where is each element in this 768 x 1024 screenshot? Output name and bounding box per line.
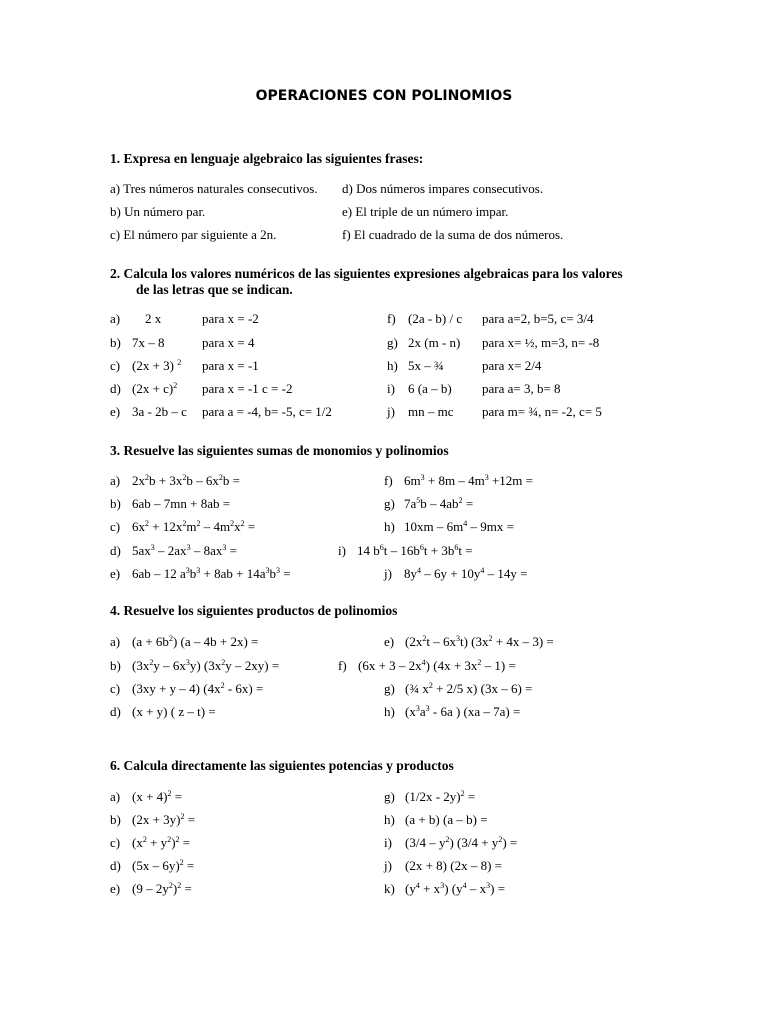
s2-exercise	[110, 381, 410, 397]
exercise-condition: para a= 3, b= 8	[482, 381, 561, 396]
s2-exercise	[110, 335, 410, 351]
exercise-expression: $(a + 6b^2)$ (a – 4b + 2x) =	[132, 634, 259, 649]
exercise-label: b)	[110, 496, 121, 511]
exercise-expression: (2a - b) / c	[408, 311, 463, 326]
s6-exercise	[384, 789, 684, 805]
section-3-heading: 3. Resuelve las siguientes sumas de monomios y polinomios	[110, 443, 449, 458]
exercise-expression: $(2x^2t - 6x^3t) (3x^2 + 4x - 3)$ =	[405, 634, 554, 649]
exercise-expression: $(2x + c)^2$	[132, 381, 178, 396]
s2-exercise	[110, 358, 410, 374]
s3-exercise	[110, 566, 410, 582]
exercise-condition: para x= ½, m=3, n= -8	[482, 335, 600, 350]
exercise-label: e)	[110, 881, 121, 896]
s1-item: f) El cuadrado de la suma de dos números.	[342, 227, 564, 242]
s2-exercise	[387, 311, 687, 327]
exercise-label: c)	[110, 358, 121, 373]
exercise-label: c)	[110, 835, 121, 850]
exercise-condition: para x = -1 c = -2	[202, 381, 293, 396]
exercise-label: j)	[384, 858, 392, 873]
exercise-expression: 6ab – 12 $a^3b^3 + 8ab + 14a^3b^3$ =	[132, 566, 291, 581]
exercise-label: d)	[110, 858, 121, 873]
exercise-expression: $(9 - 2y^2)^2$ =	[132, 881, 192, 896]
exercise-expression: $8y^4 - 6y + 10y^4 - 14y$ =	[404, 566, 528, 581]
exercise-label: d)	[110, 704, 121, 719]
s2-exercise	[387, 404, 687, 420]
exercise-label: i)	[387, 381, 395, 396]
exercise-condition: para x = -1	[202, 358, 259, 373]
page-title: OPERACIONES CON POLINOMIOS	[255, 88, 513, 104]
s2-exercise	[387, 358, 687, 374]
exercise-label: f)	[384, 473, 393, 488]
exercise-expression: $7a^5b - 4ab^2$ =	[404, 496, 474, 511]
exercise-expression: $(y^4 + x^3)$ $(y^4 - x^3)$ =	[405, 881, 506, 896]
exercise-expression: (a + b) (a – b) =	[405, 812, 488, 827]
s4-exercise	[110, 634, 410, 650]
exercise-expression: 2 x	[145, 311, 162, 326]
s6-exercise	[384, 835, 684, 851]
s3-exercise	[384, 496, 684, 512]
s4-exercise	[384, 634, 684, 650]
exercise-label: b)	[110, 812, 121, 827]
exercise-expression: $6x^2 + 12x^2m^2 - 4m^2x^2$ =	[132, 519, 256, 534]
s2-exercise	[387, 381, 687, 397]
s3-exercise	[338, 543, 638, 559]
exercise-expression: $(3/4 - y^2)$ $(3/4 + y^2)$ =	[405, 835, 518, 850]
s6-exercise	[384, 858, 684, 874]
exercise-expression: (x + y) ( z – t) =	[132, 704, 216, 719]
section-6-heading: 6. Calcula directamente las siguientes potencias y productos	[110, 758, 454, 773]
exercise-label: e)	[384, 634, 395, 649]
s1-item: c) El número par siguiente a 2n.	[110, 227, 277, 242]
exercise-label: f)	[338, 658, 347, 673]
exercise-label: k)	[384, 881, 395, 896]
exercise-label: g)	[384, 789, 395, 804]
exercise-expression: $6m^3 + 8m - 4m^3 +12m$ =	[404, 473, 533, 488]
exercise-condition: para a=2, b=5, c= 3/4	[482, 311, 594, 326]
exercise-label: h)	[384, 812, 395, 827]
exercise-label: f)	[387, 311, 396, 326]
exercise-label: b)	[110, 335, 121, 350]
s4-exercise	[110, 681, 410, 697]
s2-exercise	[110, 311, 410, 327]
s6-exercise	[110, 789, 410, 805]
section-1-heading: 1. Expresa en lenguaje algebraico las siguientes frases:	[110, 151, 424, 166]
exercise-expression: $(x + 4)^2$ =	[132, 789, 183, 804]
exercise-condition: para a = -4, b= -5, c= 1/2	[202, 404, 332, 419]
exercise-expression: $10xm - 6m^4 - 9mx$ =	[404, 519, 514, 534]
s3-exercise	[384, 473, 684, 489]
exercise-label: g)	[384, 496, 395, 511]
exercise-label: i)	[338, 543, 346, 558]
exercise-expression: (¾ $x^2 + 2/5$ x) (3x – 6) =	[405, 681, 533, 696]
exercise-expression: $5ax^3 - 2ax^3 - 8ax^3$ =	[132, 543, 237, 558]
exercise-expression: $2x^2b + 3x^2b - 6x^2b$ =	[132, 473, 240, 488]
exercise-expression: $(6x + 3 - 2x^4)$ $(4x + 3x^2 - 1)$ =	[358, 658, 516, 673]
exercise-expression: (2x + 3) $^2$	[132, 358, 182, 373]
exercise-label: g)	[384, 681, 395, 696]
section-2-heading-line-1: 2. Calcula los valores numéricos de las siguientes expresiones algebraicas para los valores	[110, 266, 623, 281]
exercise-expression: 7x – 8	[132, 335, 165, 350]
section-2-heading	[110, 266, 623, 298]
exercise-label: a)	[110, 473, 121, 488]
exercise-label: d)	[110, 381, 121, 396]
exercise-label: i)	[384, 835, 392, 850]
exercise-condition: para x = -2	[202, 311, 259, 326]
exercise-expression: ($x^3a^3 - 6a$ ) (xa – 7a) =	[405, 704, 521, 719]
exercise-label: a)	[110, 789, 121, 804]
s6-exercise	[110, 881, 410, 897]
exercise-label: c)	[110, 681, 121, 696]
exercise-expression: (1/2x - 2y)$^2$ =	[405, 789, 476, 804]
section-2-heading-line-2: de las letras que se indican.	[136, 282, 293, 297]
s6-exercise	[110, 858, 410, 874]
s6-exercise	[384, 812, 684, 828]
s3-exercise	[384, 566, 684, 582]
exercise-expression: (2x + 8) (2x – 8) =	[405, 858, 502, 873]
s6-exercise	[384, 881, 684, 897]
exercise-label: j)	[384, 566, 392, 581]
exercise-condition: para x = 4	[202, 335, 255, 350]
exercise-label: h)	[384, 704, 395, 719]
exercise-label: c)	[110, 519, 121, 534]
exercise-expression: (5x – 6y)$^2$ =	[132, 858, 195, 873]
s1-item: b) Un número par.	[110, 204, 206, 219]
exercise-expression: (3xy + y – 4) $(4x^2 - 6x)$ =	[132, 681, 264, 696]
exercise-expression: 6ab – 7mn + 8ab =	[132, 496, 231, 511]
exercise-label: b)	[110, 658, 121, 673]
exercise-expression: mn – mc	[408, 404, 454, 419]
s4-exercise	[384, 681, 684, 697]
exercise-expression: 6 (a – b)	[408, 381, 452, 396]
exercise-expression: 14 $b^6t - 16b^6t + 3b^6t$ =	[357, 543, 473, 558]
s3-exercise	[110, 496, 410, 512]
s3-exercise	[110, 473, 410, 489]
exercise-label: j)	[387, 404, 395, 419]
s4-exercise	[384, 704, 684, 720]
exercise-label: a)	[110, 634, 121, 649]
exercise-expression: 3a - 2b – c	[132, 404, 187, 419]
s3-exercise	[110, 519, 410, 535]
exercise-expression: $(2x + 3y)^2$ =	[132, 812, 196, 827]
exercise-condition: para x= 2/4	[482, 358, 542, 373]
exercise-label: a)	[110, 311, 121, 326]
s2-exercise	[387, 335, 687, 351]
s6-exercise	[110, 835, 410, 851]
s1-item: e) El triple de un número impar.	[342, 204, 509, 219]
exercise-label: d)	[110, 543, 121, 558]
s3-exercise	[384, 519, 684, 535]
exercise-label: e)	[110, 566, 121, 581]
exercise-expression: $(x^2 + y^2)^2$ =	[132, 835, 191, 850]
exercise-condition: para m= ¾, n= -2, c= 5	[482, 404, 602, 419]
s1-item: a) Tres números naturales consecutivos.	[110, 181, 318, 196]
exercise-label: e)	[110, 404, 121, 419]
s4-exercise	[110, 704, 410, 720]
section-4-heading: 4. Resuelve los siguientes productos de polinomios	[110, 603, 398, 618]
s6-exercise	[110, 812, 410, 828]
s2-exercise	[110, 404, 410, 420]
exercise-expression: 2x (m - n)	[408, 335, 461, 350]
exercise-expression: 5x – ¾	[408, 358, 444, 373]
exercise-expression: $(3x^2y - 6x^3y)$ $(3x^2y - 2xy)$ =	[132, 658, 280, 673]
exercise-label: g)	[387, 335, 398, 350]
s4-exercise	[338, 658, 638, 674]
exercise-label: h)	[387, 358, 398, 373]
exercise-label: h)	[384, 519, 395, 534]
s1-item: d) Dos números impares consecutivos.	[342, 181, 544, 196]
